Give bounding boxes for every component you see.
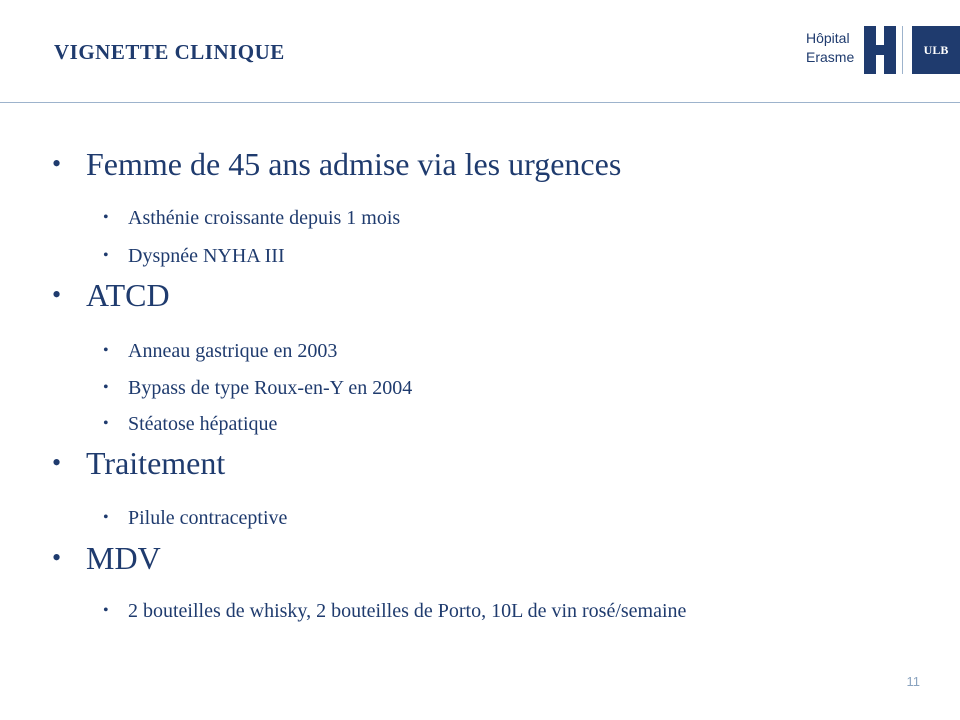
bullet-text: Traitement [86, 445, 226, 481]
sub-bullet-marker: • [103, 342, 109, 359]
slide-section-title: VIGNETTE CLINIQUE [54, 40, 285, 64]
bullet-marker: • [52, 149, 62, 178]
ulb-logo: ULB [912, 26, 960, 74]
sub-bullet-marker: • [103, 247, 109, 264]
sub-bullet-text: Stéatose hépatique [128, 413, 278, 435]
sub-bullet-marker: • [103, 209, 109, 226]
bullet-marker: • [52, 543, 62, 572]
bullet-marker: • [52, 280, 62, 309]
bullet-marker: • [52, 448, 62, 477]
sub-bullet-text: Pilule contraceptive [128, 507, 288, 529]
sub-bullet-text: Bypass de type Roux-en-Y en 2004 [128, 377, 413, 399]
page-number: 11 [906, 674, 920, 689]
sub-bullet-marker: • [103, 379, 109, 396]
sub-bullet-marker: • [103, 602, 109, 619]
sub-bullet-marker: • [103, 415, 109, 432]
bullet-text: MDV [86, 540, 161, 576]
sub-bullet-text: Dyspnée NYHA III [128, 245, 285, 267]
sub-bullet-text: 2 bouteilles de whisky, 2 bouteilles de Porto, 10L de vin rosé/semaine [128, 600, 687, 622]
sub-bullet-text: Asthénie croissante depuis 1 mois [128, 207, 401, 229]
bullet-text: Femme de 45 ans admise via les urgences [86, 146, 622, 182]
hospital-logo-line-1: Hôpital [806, 30, 850, 46]
sub-bullet-text: Anneau gastrique en 2003 [128, 340, 338, 362]
hospital-logo-line-2: Erasme [806, 49, 855, 65]
sub-bullet-marker: • [103, 509, 109, 526]
bullet-text: ATCD [86, 277, 170, 313]
